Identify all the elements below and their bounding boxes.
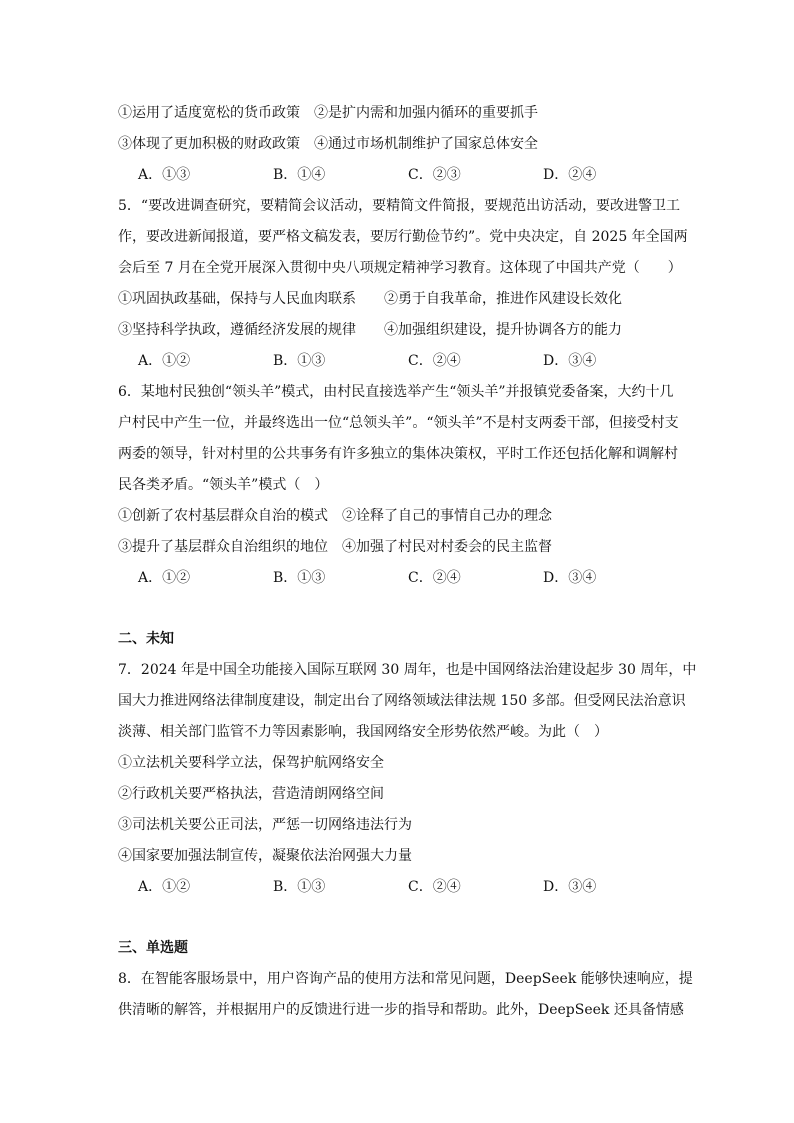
- question-5-choices: [118, 346, 678, 377]
- stem-line: 作，要改进新闻报道，要严格文稿发表，要厉行勤俭节约”。党中央决定，自 2025 年全国两: [118, 229, 688, 245]
- choice-d[interactable]: D．③④: [543, 570, 597, 586]
- question-5-options: [118, 284, 678, 346]
- stem-line: 淡薄、相关部门监管不力等因素影响，我国网络安全形势依然严峻。为此（ ）: [118, 724, 608, 740]
- question-4-choices: [118, 160, 678, 191]
- option-line: ①创新了农村基层群众自治的模式 ②诠释了自己的事情自己办的理念: [118, 508, 552, 524]
- option-line: ③司法机关要公正司法，严惩一切网络违法行为: [118, 817, 412, 833]
- section-heading-3: 三、单选题: [118, 940, 188, 956]
- stem-line: 两委的领导，针对村里的公共事务有许多独立的集体决策权，平时工作还包括化解和调解村: [118, 446, 678, 462]
- stem-line: 供清晰的解答，并根据用户的反馈进行进一步的指导和帮助。此外，DeepSeek 还具备情感: [118, 1002, 684, 1018]
- question-6-stem: [118, 377, 678, 501]
- question-7-stem: [118, 655, 697, 748]
- question-5-stem: [118, 191, 688, 284]
- choice-a[interactable]: A．①②: [138, 570, 191, 586]
- option-line: ②行政机关要严格执法，营造清朗网络空间: [118, 786, 384, 802]
- stem-line: 7．2024 年是中国全功能接入国际互联网 30 周年，也是中国网络法治建设起步 30 周年，中: [118, 662, 697, 678]
- page-content: [118, 98, 697, 1026]
- stem-line: 国大力推进网络法律制度建设，制定出台了网络领域法律法规 150 多部。但受网民法治意识: [118, 693, 686, 709]
- stem-line: 会后至 7 月在全党开展深入贯彻中央八项规定精神学习教育。这体现了中国共产党（ ）: [118, 260, 682, 276]
- choice-c[interactable]: C．②③: [408, 167, 461, 183]
- choice-c[interactable]: C．②④: [408, 570, 461, 586]
- choice-c[interactable]: C．②④: [408, 879, 461, 895]
- stem-line: 5．“要改进调查研究，要精简会议活动，要精简文件简报，要规范出访活动，要改进警卫工: [118, 198, 681, 214]
- choice-a[interactable]: A．①②: [138, 353, 191, 369]
- question-7-choices: [118, 872, 678, 903]
- choice-d[interactable]: D．③④: [543, 353, 597, 369]
- section-heading-2: 二、未知: [118, 631, 174, 647]
- question-7-options: [118, 748, 678, 872]
- choice-c[interactable]: C．②④: [408, 353, 461, 369]
- option-line: ③提升了基层群众自治组织的地位 ④加强了村民对村委会的民主监督: [118, 539, 552, 555]
- choice-d[interactable]: D．②④: [543, 167, 597, 183]
- stem-line: 8．在智能客服场景中，用户咨询产品的使用方法和常见问题，DeepSeek 能够快速响应，提: [118, 971, 693, 987]
- choice-d[interactable]: D．③④: [543, 879, 597, 895]
- question-4-options: [118, 98, 678, 160]
- option-line: ③坚持科学执政，遵循经济发展的规律 ④加强组织建设，提升协调各方的能力: [118, 322, 622, 338]
- stem-line: 民各类矛盾。“领头羊”模式（ ）: [118, 477, 329, 493]
- choice-b[interactable]: B．①③: [273, 879, 326, 895]
- choice-a[interactable]: A．①③: [138, 167, 191, 183]
- stem-line: 6．某地村民独创“领头羊”模式，由村民直接选举产生“领头羊”并报镇党委备案，大约十几: [118, 384, 674, 400]
- choice-b[interactable]: B．①③: [273, 570, 326, 586]
- option-line: ①运用了适度宽松的货币政策 ②是扩内需和加强内循环的重要抓手: [118, 105, 538, 121]
- question-6-options: [118, 501, 678, 563]
- option-line: ③体现了更加积极的财政政策 ④通过市场机制维护了国家总体安全: [118, 136, 538, 152]
- stem-line: 户村民中产生一位，并最终选出一位“总领头羊”。“领头羊”不是村支两委干部，但接受村支: [118, 415, 679, 431]
- choice-b[interactable]: B．①③: [273, 353, 326, 369]
- question-8-stem: [118, 964, 693, 1026]
- choice-b[interactable]: B．①④: [273, 167, 326, 183]
- question-6-choices: [118, 563, 678, 594]
- option-line: ④国家要加强法制宣传，凝聚依法治网强大力量: [118, 848, 412, 864]
- option-line: ①立法机关要科学立法，保驾护航网络安全: [118, 755, 384, 771]
- option-line: ①巩固执政基础，保持与人民血肉联系 ②勇于自我革命，推进作风建设长效化: [118, 291, 622, 307]
- choice-a[interactable]: A．①②: [138, 879, 191, 895]
